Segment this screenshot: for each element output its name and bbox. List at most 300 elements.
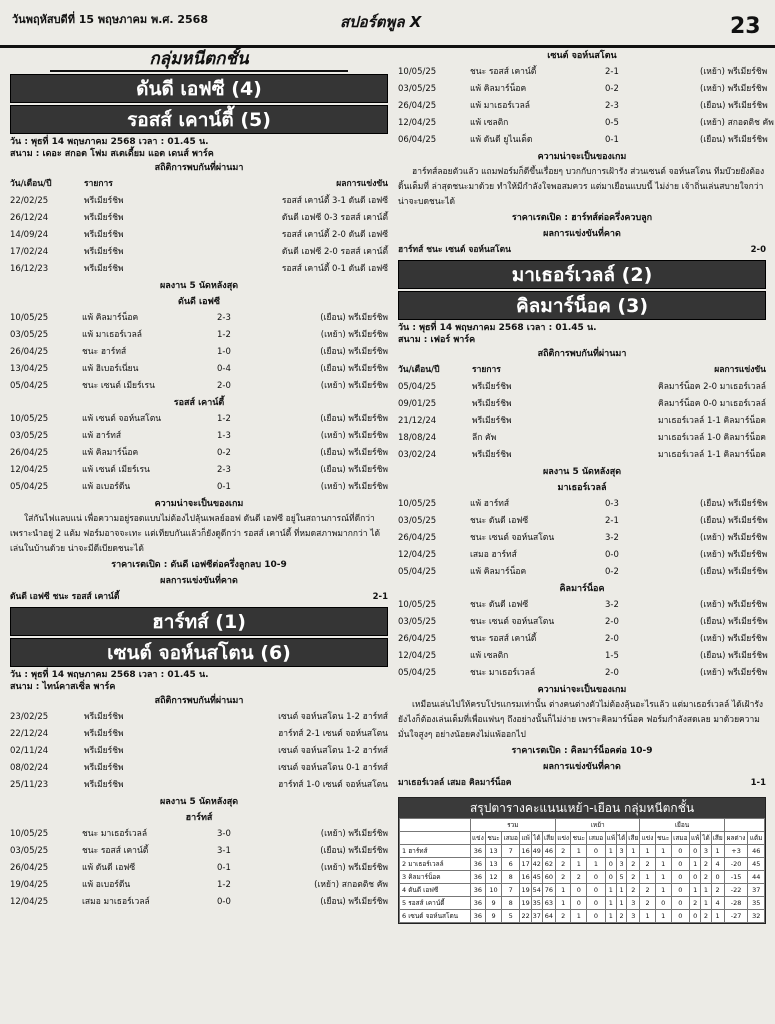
result-cell: แพ้ เซนต์ เมียร์เรน bbox=[82, 465, 150, 475]
result-cell: 26/04/25 bbox=[398, 533, 437, 543]
standings-cell: -20 bbox=[724, 858, 748, 871]
h2h-row bbox=[398, 447, 766, 464]
standings-cell: 36 bbox=[470, 845, 485, 858]
prediction-text: มาเธอร์เวลล์ เสมอ คิลมาร์น็อค bbox=[398, 778, 512, 788]
standings-cell: 1 bbox=[627, 845, 640, 858]
standings-col-label: ได้ bbox=[617, 832, 627, 845]
h2h-header-row bbox=[10, 176, 388, 193]
standings-cell: -22 bbox=[724, 884, 748, 897]
standings-cell: 0 bbox=[671, 910, 689, 923]
issue-date: วันพฤหัสบดีที่ 15 พฤษภาคม พ.ศ. 2568 bbox=[12, 13, 208, 26]
standings-cell: 3 bbox=[617, 858, 627, 871]
result-cell: 03/05/25 bbox=[10, 431, 49, 441]
h2h-row bbox=[398, 379, 766, 396]
result-cell: แพ้ ฮิเบอร์เนี่ยน bbox=[82, 364, 139, 374]
standings-cell: 2 bbox=[711, 884, 724, 897]
result-cell: 12/04/25 bbox=[10, 465, 49, 475]
h2h-row bbox=[10, 726, 388, 743]
result-cell: 0-1 bbox=[605, 135, 619, 145]
match-datetime: วัน : พุธที่ 14 พฤษภาคม 2568 เวลา : 01.45 น. bbox=[398, 323, 597, 333]
result-row bbox=[398, 665, 766, 682]
result-cell: 03/05/25 bbox=[398, 516, 437, 526]
h2h-cell: 02/11/24 bbox=[10, 746, 49, 756]
prediction-row bbox=[398, 242, 766, 258]
standings-col-label: เสมอ bbox=[502, 832, 520, 845]
result-cell: แพ้ เซนต์ จอห์นสโตน bbox=[82, 414, 162, 424]
result-cell: (เยือน) พรีเมียร์ชิพ bbox=[700, 101, 768, 111]
result-cell: (เหย้า) พรีเมียร์ชิพ bbox=[320, 482, 388, 492]
result-cell: 1-0 bbox=[217, 347, 231, 357]
result-cell: ชนะ มาเธอร์เวลล์ bbox=[470, 668, 536, 678]
result-row bbox=[10, 327, 388, 344]
result-cell: แพ้ เซลติก bbox=[470, 651, 509, 661]
standings-cell: 2 bbox=[556, 858, 571, 871]
result-cell: 0-2 bbox=[605, 567, 619, 577]
standings-cell: 0 bbox=[671, 884, 689, 897]
standings-cell: 49 bbox=[531, 845, 542, 858]
h2h-cell: พรีเมียร์ชิพ bbox=[84, 213, 124, 223]
h2h-cell: คิลมาร์น็อค 0-0 มาเธอร์เวลล์ bbox=[658, 399, 766, 409]
h2h-cell: 05/04/25 bbox=[398, 382, 437, 392]
standings-cell: 1 bbox=[617, 897, 627, 910]
standings-cell: 13 bbox=[486, 845, 502, 858]
h2h-title: สถิติการพบกันที่ผ่านมา bbox=[537, 349, 627, 359]
standings-cell: 1 bbox=[640, 871, 655, 884]
standings-cell: 2 bbox=[701, 871, 711, 884]
prediction-text: ฮาร์ทส์ ชนะ เซนต์ จอห์นสโตน bbox=[398, 245, 511, 255]
home-team-banner: ดันดี เอฟซี (4) bbox=[10, 74, 388, 103]
standings-cell: 1 bbox=[655, 884, 671, 897]
standings-corner bbox=[400, 832, 471, 845]
standings-cell: 0 bbox=[605, 871, 616, 884]
result-cell: 1-5 bbox=[605, 651, 619, 661]
result-row bbox=[398, 631, 766, 648]
result-cell: (เยือน) พรีเมียร์ชิพ bbox=[320, 313, 388, 323]
odds-line: ราคาเรตเปิด : คิลมาร์น็อคต่อ 10-9 bbox=[511, 746, 653, 756]
result-row bbox=[398, 81, 766, 98]
h2h-cell: 03/02/24 bbox=[398, 450, 437, 460]
result-cell: 12/04/25 bbox=[10, 897, 49, 907]
result-cell: 3-0 bbox=[217, 829, 231, 839]
standings-row bbox=[400, 871, 765, 884]
standings-cell: 0 bbox=[690, 910, 701, 923]
result-cell: ชนะ เซนต์ จอห์นสโตน bbox=[470, 533, 555, 543]
result-cell: 10/05/25 bbox=[10, 313, 49, 323]
result-cell: 1-2 bbox=[217, 880, 231, 890]
result-cell: 3-2 bbox=[605, 600, 619, 610]
h2h-cell: พรีเมียร์ชิพ bbox=[84, 780, 124, 790]
result-cell: 2-3 bbox=[217, 313, 231, 323]
standings-cell: 2 bbox=[556, 910, 571, 923]
standings-cell: 37 bbox=[531, 910, 542, 923]
h2h-cell: ดันดี เอฟซี 0-3 รอสส์ เคาน์ตี้ bbox=[281, 213, 388, 223]
standings-row bbox=[400, 884, 765, 897]
h2h-cell: มาเธอร์เวลล์ 1-0 คิลมาร์น็อค bbox=[658, 433, 766, 443]
standings-cell: 36 bbox=[470, 897, 485, 910]
h2h-cell: พรีเมียร์ชิพ bbox=[84, 746, 124, 756]
standings-cell: 3 bbox=[701, 845, 711, 858]
home-team-banner: มาเธอร์เวลล์ (2) bbox=[398, 260, 766, 289]
result-cell: (เหย้า) พรีเมียร์ชิพ bbox=[320, 829, 388, 839]
result-cell: แพ้ คิลมาร์น็อค bbox=[82, 313, 139, 323]
standings-cell: 2 bbox=[627, 858, 640, 871]
analysis-title: ความน่าจะเป็นของเกม bbox=[154, 499, 244, 509]
standings-cell: 1 bbox=[605, 884, 616, 897]
result-row bbox=[10, 445, 388, 462]
standings-col-label: ชนะ bbox=[571, 832, 587, 845]
h2h-row bbox=[10, 760, 388, 777]
standings-cell: 1 bbox=[587, 858, 605, 871]
result-cell: แพ้ คิลมาร์น็อค bbox=[470, 567, 527, 577]
standings-cell: 2 bbox=[571, 871, 587, 884]
standings-col-label: ได้ bbox=[531, 832, 542, 845]
result-cell: (เยือน) พรีเมียร์ชิพ bbox=[320, 364, 388, 374]
result-cell: (เยือน) พรีเมียร์ชิพ bbox=[320, 897, 388, 907]
standings-cell: 35 bbox=[748, 897, 765, 910]
result-cell: (เยือน) พรีเมียร์ชิพ bbox=[320, 465, 388, 475]
standings-cell: 2 bbox=[617, 910, 627, 923]
standings-cell: 0 bbox=[671, 897, 689, 910]
odds-line: ราคาเรตเปิด : ดันดี เอฟซีต่อครึ่งลูกลบ 10-9 bbox=[111, 560, 287, 570]
result-cell: 10/05/25 bbox=[398, 499, 437, 509]
result-row bbox=[10, 843, 388, 860]
result-row bbox=[398, 597, 766, 614]
standings-cell: 1 bbox=[617, 884, 627, 897]
away-team-banner: คิลมาร์น็อค (3) bbox=[398, 291, 766, 320]
result-row bbox=[10, 344, 388, 361]
standings-cell: -15 bbox=[724, 871, 748, 884]
standings-col-label: แต้ม bbox=[748, 832, 765, 845]
h2h-cell: ฮาร์ทส์ 1-0 เซนต์ จอห์นสโตน bbox=[278, 780, 388, 790]
match-datetime: วัน : พุธที่ 14 พฤษภาคม 2568 เวลา : 01.45 น. bbox=[10, 137, 209, 147]
result-cell: แพ้ อเบอร์ดีน bbox=[82, 880, 131, 890]
standings-extra-spacer bbox=[724, 819, 764, 832]
result-cell: 3-2 bbox=[605, 533, 619, 543]
standings-cell: 0 bbox=[587, 897, 605, 910]
analysis-title: ความน่าจะเป็นของเกม bbox=[537, 685, 627, 695]
result-row bbox=[10, 310, 388, 327]
standings-cell: 36 bbox=[470, 910, 485, 923]
team-subtitle: เซนต์ จอห์นสโตน bbox=[547, 51, 617, 61]
h2h-cell: มาเธอร์เวลล์ 1-1 คิลมาร์น็อค bbox=[658, 416, 766, 426]
result-row bbox=[10, 411, 388, 428]
away-team-banner: เซนต์ จอห์นสโตน (6) bbox=[10, 638, 388, 667]
standings-cell: 2 bbox=[640, 858, 655, 871]
standings-cell: 0 bbox=[587, 910, 605, 923]
standings-cell: 44 bbox=[748, 871, 765, 884]
standings-col-label: แพ้ bbox=[520, 832, 531, 845]
result-row bbox=[398, 496, 766, 513]
result-cell: ชนะ ฮาร์ทส์ bbox=[82, 347, 127, 357]
standings-cell: 1 bbox=[605, 897, 616, 910]
standings-col-label: ได้ bbox=[701, 832, 711, 845]
result-cell: 05/04/25 bbox=[398, 567, 437, 577]
h2h-row bbox=[10, 193, 388, 210]
standings-cell: 9 bbox=[486, 897, 502, 910]
standings-cell: 3 bbox=[617, 845, 627, 858]
result-cell: 03/05/25 bbox=[398, 84, 437, 94]
analysis-text: เหมือนเล่นไปให้ครบโปรแกรมเท่านั้น ต่างคนต่างตัวไม่ต้องลุ้นอะไรแล้ว แต่มาเธอร์เวลล์ ได้เฝ้ารัง ยังไงก็ต้องเล่นเต็มที่เพื่อแฟนๆ ถึงอย่างนั้นก็ไม่ง่าย เพราะคิลมาร์น็อค ฟอร์มกำลังสดเลย มาด้วยความมั่นใจสูงๆ อย่างน้อยคงไม่แพ้ออกไป bbox=[398, 700, 764, 740]
standings-team: 6 เซนต์ จอห์นสโตน bbox=[400, 910, 471, 923]
h2h-cell: พรีเมียร์ชิพ bbox=[472, 416, 512, 426]
result-row bbox=[398, 98, 766, 115]
standings-cell: 1 bbox=[640, 845, 655, 858]
standings-col-label: แข่ง bbox=[640, 832, 655, 845]
standings-cell: 0 bbox=[587, 845, 605, 858]
result-cell: ชนะ เซนต์ เมียร์เรน bbox=[82, 381, 155, 391]
page-header bbox=[0, 0, 775, 48]
result-cell: 26/04/25 bbox=[10, 347, 49, 357]
standings-cell: 62 bbox=[542, 858, 555, 871]
result-cell: 2-3 bbox=[605, 101, 619, 111]
standings-team: 1 ฮาร์ทส์ bbox=[400, 845, 471, 858]
result-row bbox=[398, 513, 766, 530]
result-cell: 0-2 bbox=[217, 448, 231, 458]
standings-cell: 0 bbox=[671, 858, 689, 871]
result-cell: 0-5 bbox=[605, 118, 619, 128]
result-cell: (เยือน) พรีเมียร์ชิพ bbox=[700, 516, 768, 526]
standings-cell: 1 bbox=[690, 884, 701, 897]
h2h-cell: 14/09/24 bbox=[10, 230, 49, 240]
result-cell: (เหย้า) พรีเมียร์ชิพ bbox=[320, 863, 388, 873]
standings-team: 5 รอสส์ เคาน์ตี้ bbox=[400, 897, 471, 910]
group-title: กลุ่มหนีตกชั้น bbox=[50, 48, 348, 72]
standings-cell: 1 bbox=[711, 845, 724, 858]
h2h-cell: ฮาร์ทส์ 2-1 เซนต์ จอห์นสโตน bbox=[278, 729, 388, 739]
h2h-row bbox=[10, 777, 388, 794]
standings-cell: 4 bbox=[711, 897, 724, 910]
result-cell: 0-1 bbox=[217, 863, 231, 873]
standings-team: 2 มาเธอร์เวลล์ bbox=[400, 858, 471, 871]
standings-cell: 60 bbox=[542, 871, 555, 884]
result-cell: (เหย้า) พรีเมียร์ชิพ bbox=[700, 84, 768, 94]
h2h-cell: 26/12/24 bbox=[10, 213, 49, 223]
standings-grid bbox=[399, 818, 765, 923]
h2h-row bbox=[10, 709, 388, 726]
result-cell: (เหย้า) พรีเมียร์ชิพ bbox=[700, 668, 768, 678]
result-cell: (เหย้า) พรีเมียร์ชิพ bbox=[700, 533, 768, 543]
last5-title: ผลงาน 5 นัดหลังสุด bbox=[542, 467, 622, 477]
result-cell: (เหย้า) พรีเมียร์ชิพ bbox=[320, 381, 388, 391]
h2h-cell: ดันดี เอฟซี 2-0 รอสส์ เคาน์ตี้ bbox=[281, 247, 388, 257]
result-cell: 10/05/25 bbox=[10, 829, 49, 839]
h2h-title: สถิติการพบกันที่ผ่านมา bbox=[154, 696, 244, 706]
result-cell: 19/04/25 bbox=[10, 880, 49, 890]
h2h-cell: 22/02/25 bbox=[10, 196, 49, 206]
prediction-score: 1-1 bbox=[750, 778, 766, 788]
standings-row bbox=[400, 897, 765, 910]
result-cell: (เยือน) พรีเมียร์ชิพ bbox=[700, 651, 768, 661]
result-row bbox=[398, 614, 766, 631]
h2h-cell: รอสส์ เคาน์ตี้ 3-1 ดันดี เอฟซี bbox=[281, 196, 388, 206]
result-cell: แพ้ ฮาร์ทส์ bbox=[82, 431, 122, 441]
result-cell: 12/04/25 bbox=[398, 118, 437, 128]
standings-table bbox=[398, 797, 766, 924]
match-venue: สนาม : ไทน์คาสเซิ่ล พาร์ค bbox=[10, 682, 116, 692]
match-venue: สนาม : เฟอร์ พาร์ค bbox=[398, 335, 476, 345]
standings-cell: 2 bbox=[627, 871, 640, 884]
standings-cell: 37 bbox=[748, 884, 765, 897]
h2h-cell: เซนต์ จอห์นสโตน 0-1 ฮาร์ทส์ bbox=[278, 763, 388, 773]
standings-cell: 0 bbox=[655, 897, 671, 910]
standings-col-label: เสีย bbox=[711, 832, 724, 845]
match-datetime: วัน : พุธที่ 14 พฤษภาคม 2568 เวลา : 01.45 น. bbox=[10, 670, 209, 680]
result-row bbox=[398, 564, 766, 581]
h2h-header-cell: วัน/เดือน/ปี bbox=[398, 365, 440, 375]
standings-cell: 12 bbox=[486, 871, 502, 884]
h2h-title: สถิติการพบกันที่ผ่านมา bbox=[154, 163, 244, 173]
result-cell: แพ้ ดันดี ยูไนเต็ด bbox=[470, 135, 533, 145]
standings-cell: 1 bbox=[655, 910, 671, 923]
standings-cell: 2 bbox=[640, 897, 655, 910]
result-cell: (เยือน) พรีเมียร์ชิพ bbox=[700, 617, 768, 627]
standings-cell: 2 bbox=[640, 884, 655, 897]
prediction-title: ผลการแข่งขันที่คาด bbox=[543, 229, 621, 239]
left-column bbox=[10, 48, 388, 1024]
result-cell: 2-0 bbox=[605, 634, 619, 644]
result-cell: แพ้ ฮาร์ทส์ bbox=[470, 499, 510, 509]
standings-cell: 6 bbox=[502, 858, 520, 871]
standings-cell: 2 bbox=[690, 897, 701, 910]
result-cell: (เยือน) พรีเมียร์ชิพ bbox=[320, 414, 388, 424]
result-cell: 05/04/25 bbox=[10, 381, 49, 391]
result-cell: 0-2 bbox=[605, 84, 619, 94]
team-subtitle: คิลมาร์น็อค bbox=[559, 584, 605, 594]
standings-col-label: แข่ง bbox=[470, 832, 485, 845]
brand-logo: สปอร์ตพูล X bbox=[340, 13, 422, 31]
team-subtitle: มาเธอร์เวลล์ bbox=[557, 483, 607, 493]
result-cell: (เยือน) พรีเมียร์ชิพ bbox=[700, 135, 768, 145]
result-row bbox=[398, 132, 766, 149]
standings-cell: 1 bbox=[556, 884, 571, 897]
result-cell: 26/04/25 bbox=[10, 448, 49, 458]
result-cell: 12/04/25 bbox=[398, 550, 437, 560]
standings-row bbox=[400, 910, 765, 923]
h2h-cell: รอสส์ เคาน์ตี้ 0-1 ดันดี เอฟซี bbox=[281, 264, 388, 274]
standings-cell: 46 bbox=[748, 845, 765, 858]
result-cell: 1-2 bbox=[217, 414, 231, 424]
result-cell: (เยือน) พรีเมียร์ชิพ bbox=[320, 347, 388, 357]
result-cell: 06/04/25 bbox=[398, 135, 437, 145]
result-cell: (เยือน) พรีเมียร์ชิพ bbox=[320, 448, 388, 458]
standings-col-row bbox=[400, 832, 765, 845]
result-row bbox=[10, 479, 388, 496]
match-venue: สนาม : เดอะ สกอต โฟม สเตเดี้ยม แอต เดนส์ พาร์ค bbox=[10, 149, 214, 159]
result-cell: (เหย้า) พรีเมียร์ชิพ bbox=[320, 431, 388, 441]
result-cell: แพ้ คิลมาร์น็อค bbox=[470, 84, 527, 94]
h2h-cell: พรีเมียร์ชิพ bbox=[84, 247, 124, 257]
h2h-cell: พรีเมียร์ชิพ bbox=[84, 763, 124, 773]
standings-cell: 19 bbox=[520, 884, 531, 897]
standings-cell: -28 bbox=[724, 897, 748, 910]
standings-cell: 2 bbox=[556, 871, 571, 884]
standings-row bbox=[400, 858, 765, 871]
h2h-cell: 08/02/24 bbox=[10, 763, 49, 773]
h2h-header-cell: รายการ bbox=[472, 365, 501, 375]
standings-group-label: เหย้า bbox=[556, 819, 640, 832]
result-cell: ชนะ รอสส์ เคาน์ตี้ bbox=[470, 634, 537, 644]
standings-cell: 0 bbox=[671, 871, 689, 884]
analysis-text: ฮาร์ทส์ลอยตัวแล้ว แถมฟอร์มก็ดีขึ้นเรื่อยๆ บวกกับการเฝ้ารัง ส่วนเซนต์ จอห์นสโตน ทีมบ๊วยยังต้องดิ้นเต็มที่ ล่าสุดชนะมาด้วย ทำให้มีกำลังใจพอสมควร แต่มาเยือนแบบนี้ ไม่ง่าย เจ้าถิ่นเล่นสบายใจกว่า น่าจะบดชนะได้ bbox=[398, 167, 765, 207]
standings-cell: -27 bbox=[724, 910, 748, 923]
analysis-title: ความน่าจะเป็นของเกม bbox=[537, 152, 627, 162]
standings-cell: 19 bbox=[520, 897, 531, 910]
h2h-cell: 25/11/23 bbox=[10, 780, 49, 790]
result-row bbox=[10, 894, 388, 911]
standings-cell: 7 bbox=[502, 845, 520, 858]
standings-cell: 7 bbox=[502, 884, 520, 897]
result-row bbox=[398, 547, 766, 564]
standings-cell: 1 bbox=[701, 884, 711, 897]
standings-cell: 45 bbox=[748, 858, 765, 871]
standings-col-label: ชนะ bbox=[655, 832, 671, 845]
result-cell: ชนะ ดันดี เอฟซี bbox=[470, 516, 529, 526]
result-cell: 2-0 bbox=[217, 381, 231, 391]
standings-cell: 1 bbox=[605, 910, 616, 923]
standings-cell: 0 bbox=[690, 845, 701, 858]
result-cell: 2-1 bbox=[605, 67, 619, 77]
standings-group-row bbox=[400, 819, 765, 832]
standings-cell: 0 bbox=[690, 871, 701, 884]
h2h-cell: พรีเมียร์ชิพ bbox=[84, 264, 124, 274]
standings-col-label: แพ้ bbox=[690, 832, 701, 845]
result-cell: 0-0 bbox=[605, 550, 619, 560]
result-cell: (เหย้า) สกอตติช คัพ bbox=[700, 118, 774, 128]
result-cell: ชนะ ดันดี เอฟซี bbox=[470, 600, 529, 610]
result-cell: (เหย้า) พรีเมียร์ชิพ bbox=[700, 600, 768, 610]
standings-cell: 2 bbox=[627, 884, 640, 897]
standings-cell: 1 bbox=[605, 845, 616, 858]
team-subtitle: ดันดี เอฟซี bbox=[178, 297, 220, 307]
result-cell: ชนะ รอสส์ เคาน์ตี้ bbox=[470, 67, 537, 77]
standings-cell: 3 bbox=[627, 910, 640, 923]
h2h-cell: พรีเมียร์ชิพ bbox=[472, 450, 512, 460]
h2h-header-cell: ผลการแข่งขัน bbox=[336, 179, 388, 189]
result-cell: 10/05/25 bbox=[398, 600, 437, 610]
result-cell: 0-1 bbox=[217, 482, 231, 492]
prediction-score: 2-1 bbox=[372, 592, 388, 602]
result-row bbox=[398, 64, 766, 81]
result-cell: (เยือน) พรีเมียร์ชิพ bbox=[320, 846, 388, 856]
standings-cell: 1 bbox=[571, 845, 587, 858]
prediction-title: ผลการแข่งขันที่คาด bbox=[543, 762, 621, 772]
result-row bbox=[398, 115, 774, 132]
prediction-row bbox=[398, 775, 766, 791]
last5-title: ผลงาน 5 นัดหลังสุด bbox=[159, 281, 239, 291]
standings-cell: 64 bbox=[542, 910, 555, 923]
standings-cell: 1 bbox=[571, 910, 587, 923]
standings-cell: 36 bbox=[470, 871, 485, 884]
result-cell: 10/05/25 bbox=[398, 67, 437, 77]
h2h-row bbox=[10, 227, 388, 244]
prediction-score: 2-0 bbox=[750, 245, 766, 255]
standings-col-label: แข่ง bbox=[556, 832, 571, 845]
h2h-cell: 21/12/24 bbox=[398, 416, 437, 426]
result-cell: (เหย้า) สกอตติช คัพ bbox=[314, 880, 388, 890]
standings-cell: 0 bbox=[671, 845, 689, 858]
result-cell: 2-3 bbox=[217, 465, 231, 475]
result-cell: (เยือน) พรีเมียร์ชิพ bbox=[700, 499, 768, 509]
standings-title: สรุปตารางคะแนนเหย้า-เยือน กลุ่มหนีตกชั้น bbox=[399, 798, 765, 818]
standings-cell: 1 bbox=[640, 910, 655, 923]
result-cell: 03/05/25 bbox=[398, 617, 437, 627]
standings-cell: 4 bbox=[711, 858, 724, 871]
standings-col-label: เสีย bbox=[542, 832, 555, 845]
standings-cell: 22 bbox=[520, 910, 531, 923]
standings-cell: 1 bbox=[701, 897, 711, 910]
standings-cell: 0 bbox=[605, 858, 616, 871]
result-cell: 2-0 bbox=[605, 617, 619, 627]
